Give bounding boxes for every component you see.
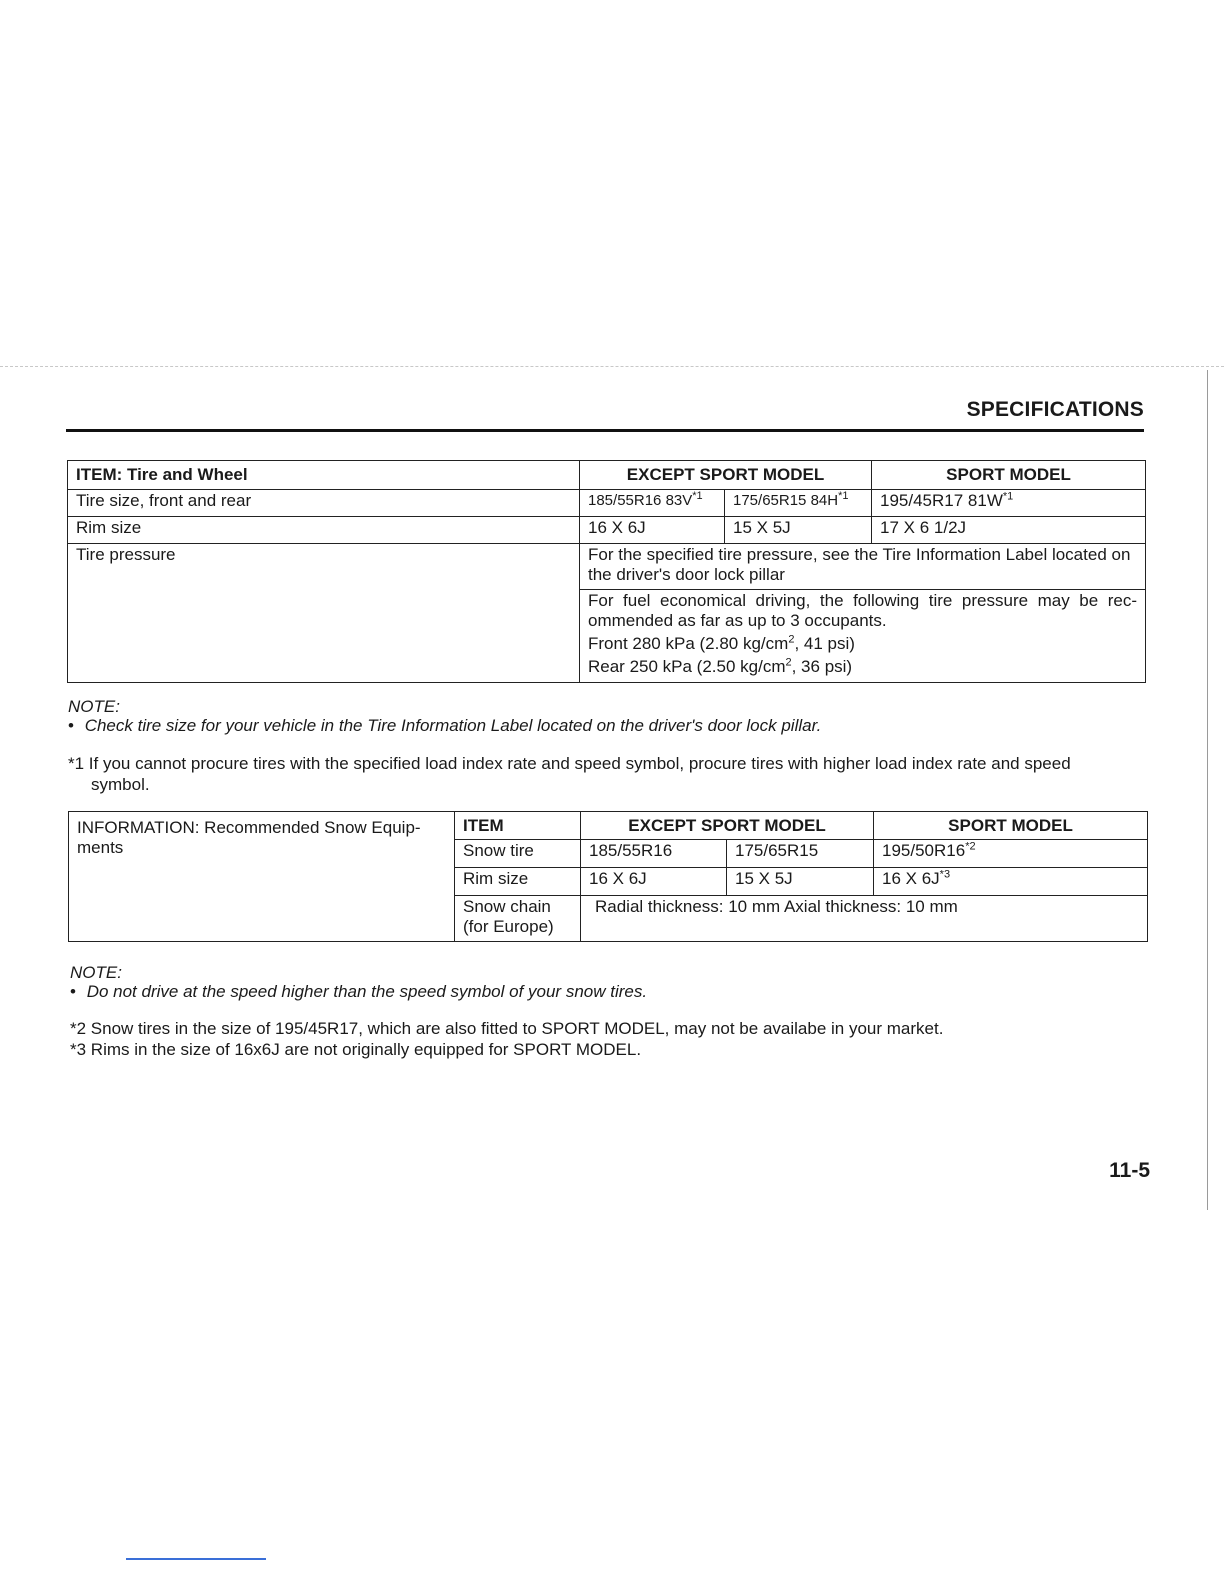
snow-chain-label-line-2: (for Europe)	[463, 917, 554, 936]
tire-pressure-economy	[580, 590, 1146, 683]
snow-except-header: EXCEPT SPORT MODEL	[581, 812, 874, 840]
footnote-1-line-1: *1 If you cannot procure tires with the specified load index rate and speed symbol, procure tires with higher load index rate and speed	[68, 754, 1071, 773]
economy-line-2: ommended as far as up to 3 occupants.	[588, 611, 887, 630]
snow-info-cell	[69, 812, 455, 942]
snow-tire-label: Snow tire	[455, 840, 581, 868]
tire-size-label: Tire size, front and rear	[68, 490, 580, 517]
front-pressure: Front 280 kPa (2.80 $kg/cm^2$, 41 psi)	[588, 633, 855, 653]
tire-size-sport: 195/45R17 $81W^{*1}$	[872, 490, 1146, 517]
title-rule	[66, 429, 1144, 432]
rim-size-label: Rim size	[68, 517, 580, 544]
scan-artifact-right-line	[1207, 370, 1208, 1210]
table-row	[68, 490, 1146, 517]
snow-tire-except-b: 175/65R15	[727, 840, 874, 868]
scan-artifact-top-line	[0, 366, 1224, 367]
tire-pressure-label: Tire pressure	[68, 544, 580, 683]
bullet: •	[70, 982, 76, 1001]
note-label: NOTE:	[70, 963, 122, 982]
snow-chain-label	[455, 896, 581, 942]
tire-pressure-info: For the specified tire pressure, see the Tire Information Label located on the driver's door lock pillar	[580, 544, 1146, 590]
footnote-1	[68, 753, 1148, 795]
bullet: •	[68, 716, 74, 735]
table-header-row	[68, 461, 1146, 490]
snow-info-line-2: ments	[77, 838, 124, 857]
tire-wheel-table	[67, 460, 1146, 683]
note-label: NOTE:	[68, 697, 120, 716]
table-row	[68, 517, 1146, 544]
tire-size-except-b: 175/65R15 $84H^{*1}$	[725, 490, 872, 517]
snow-rim-label: Rim size	[455, 868, 581, 896]
scan-artifact-bottom-line	[126, 1558, 266, 1560]
page-number: 11-5	[1109, 1159, 1150, 1182]
footnote-2: *2 Snow tires in the size of 195/45R17, which are also fitted to SPORT MODEL, may not be availabe in your market.	[70, 1019, 944, 1038]
snow-rim-sport: 16 X $6J^{*3}$	[874, 868, 1148, 896]
snow-equipment-table	[68, 811, 1148, 942]
tire-size-except-a: 185/55R16 $83V^{*1}$	[580, 490, 725, 517]
except-sport-header: EXCEPT SPORT MODEL	[580, 461, 872, 490]
snow-item-header: ITEM	[455, 812, 581, 840]
item-header: ITEM: Tire and Wheel	[68, 461, 580, 490]
snow-info-line-1: INFORMATION: Recommended Snow Equip-	[77, 818, 421, 837]
snow-chain-label-line-1: Snow chain	[463, 897, 551, 916]
rear-pressure: Rear 250 kPa (2.50 $kg/cm^2$, 36 psi)	[588, 656, 853, 676]
footnote-1-line-2: symbol.	[91, 775, 150, 794]
snow-rim-except-b: 15 X 5J	[727, 868, 874, 896]
note-item	[70, 982, 647, 1002]
note-item	[68, 716, 821, 736]
rim-size-except-a: 16 X 6J	[580, 517, 725, 544]
rim-size-sport: 17 X 6 1/2J	[872, 517, 1146, 544]
snow-sport-header: SPORT MODEL	[874, 812, 1148, 840]
economy-line-1: For fuel economical driving, the following tire pressure may be rec-	[588, 591, 1138, 610]
note-text: Check tire size for your vehicle in the Tire Information Label located on the driver's door lock pillar.	[84, 716, 822, 735]
snow-rim-except-a: 16 X 6J	[581, 868, 727, 896]
section-title: SPECIFICATIONS	[966, 398, 1144, 421]
note-text: Do not drive at the speed higher than the speed symbol of your snow tires.	[86, 982, 648, 1001]
rim-size-except-b: 15 X 5J	[725, 517, 872, 544]
sport-header: SPORT MODEL	[872, 461, 1146, 490]
footnote-3: *3 Rims in the size of 16x6J are not originally equipped for SPORT MODEL.	[70, 1040, 642, 1059]
snow-tire-except-a: 185/55R16	[581, 840, 727, 868]
snow-chain-value: Radial thickness: 10 mm Axial thickness: 10 mm	[581, 896, 1148, 942]
snow-tire-sport: 195/50R16$^{*2}$	[874, 840, 1148, 868]
table-row	[68, 544, 1146, 590]
table-header-row	[69, 812, 1148, 840]
